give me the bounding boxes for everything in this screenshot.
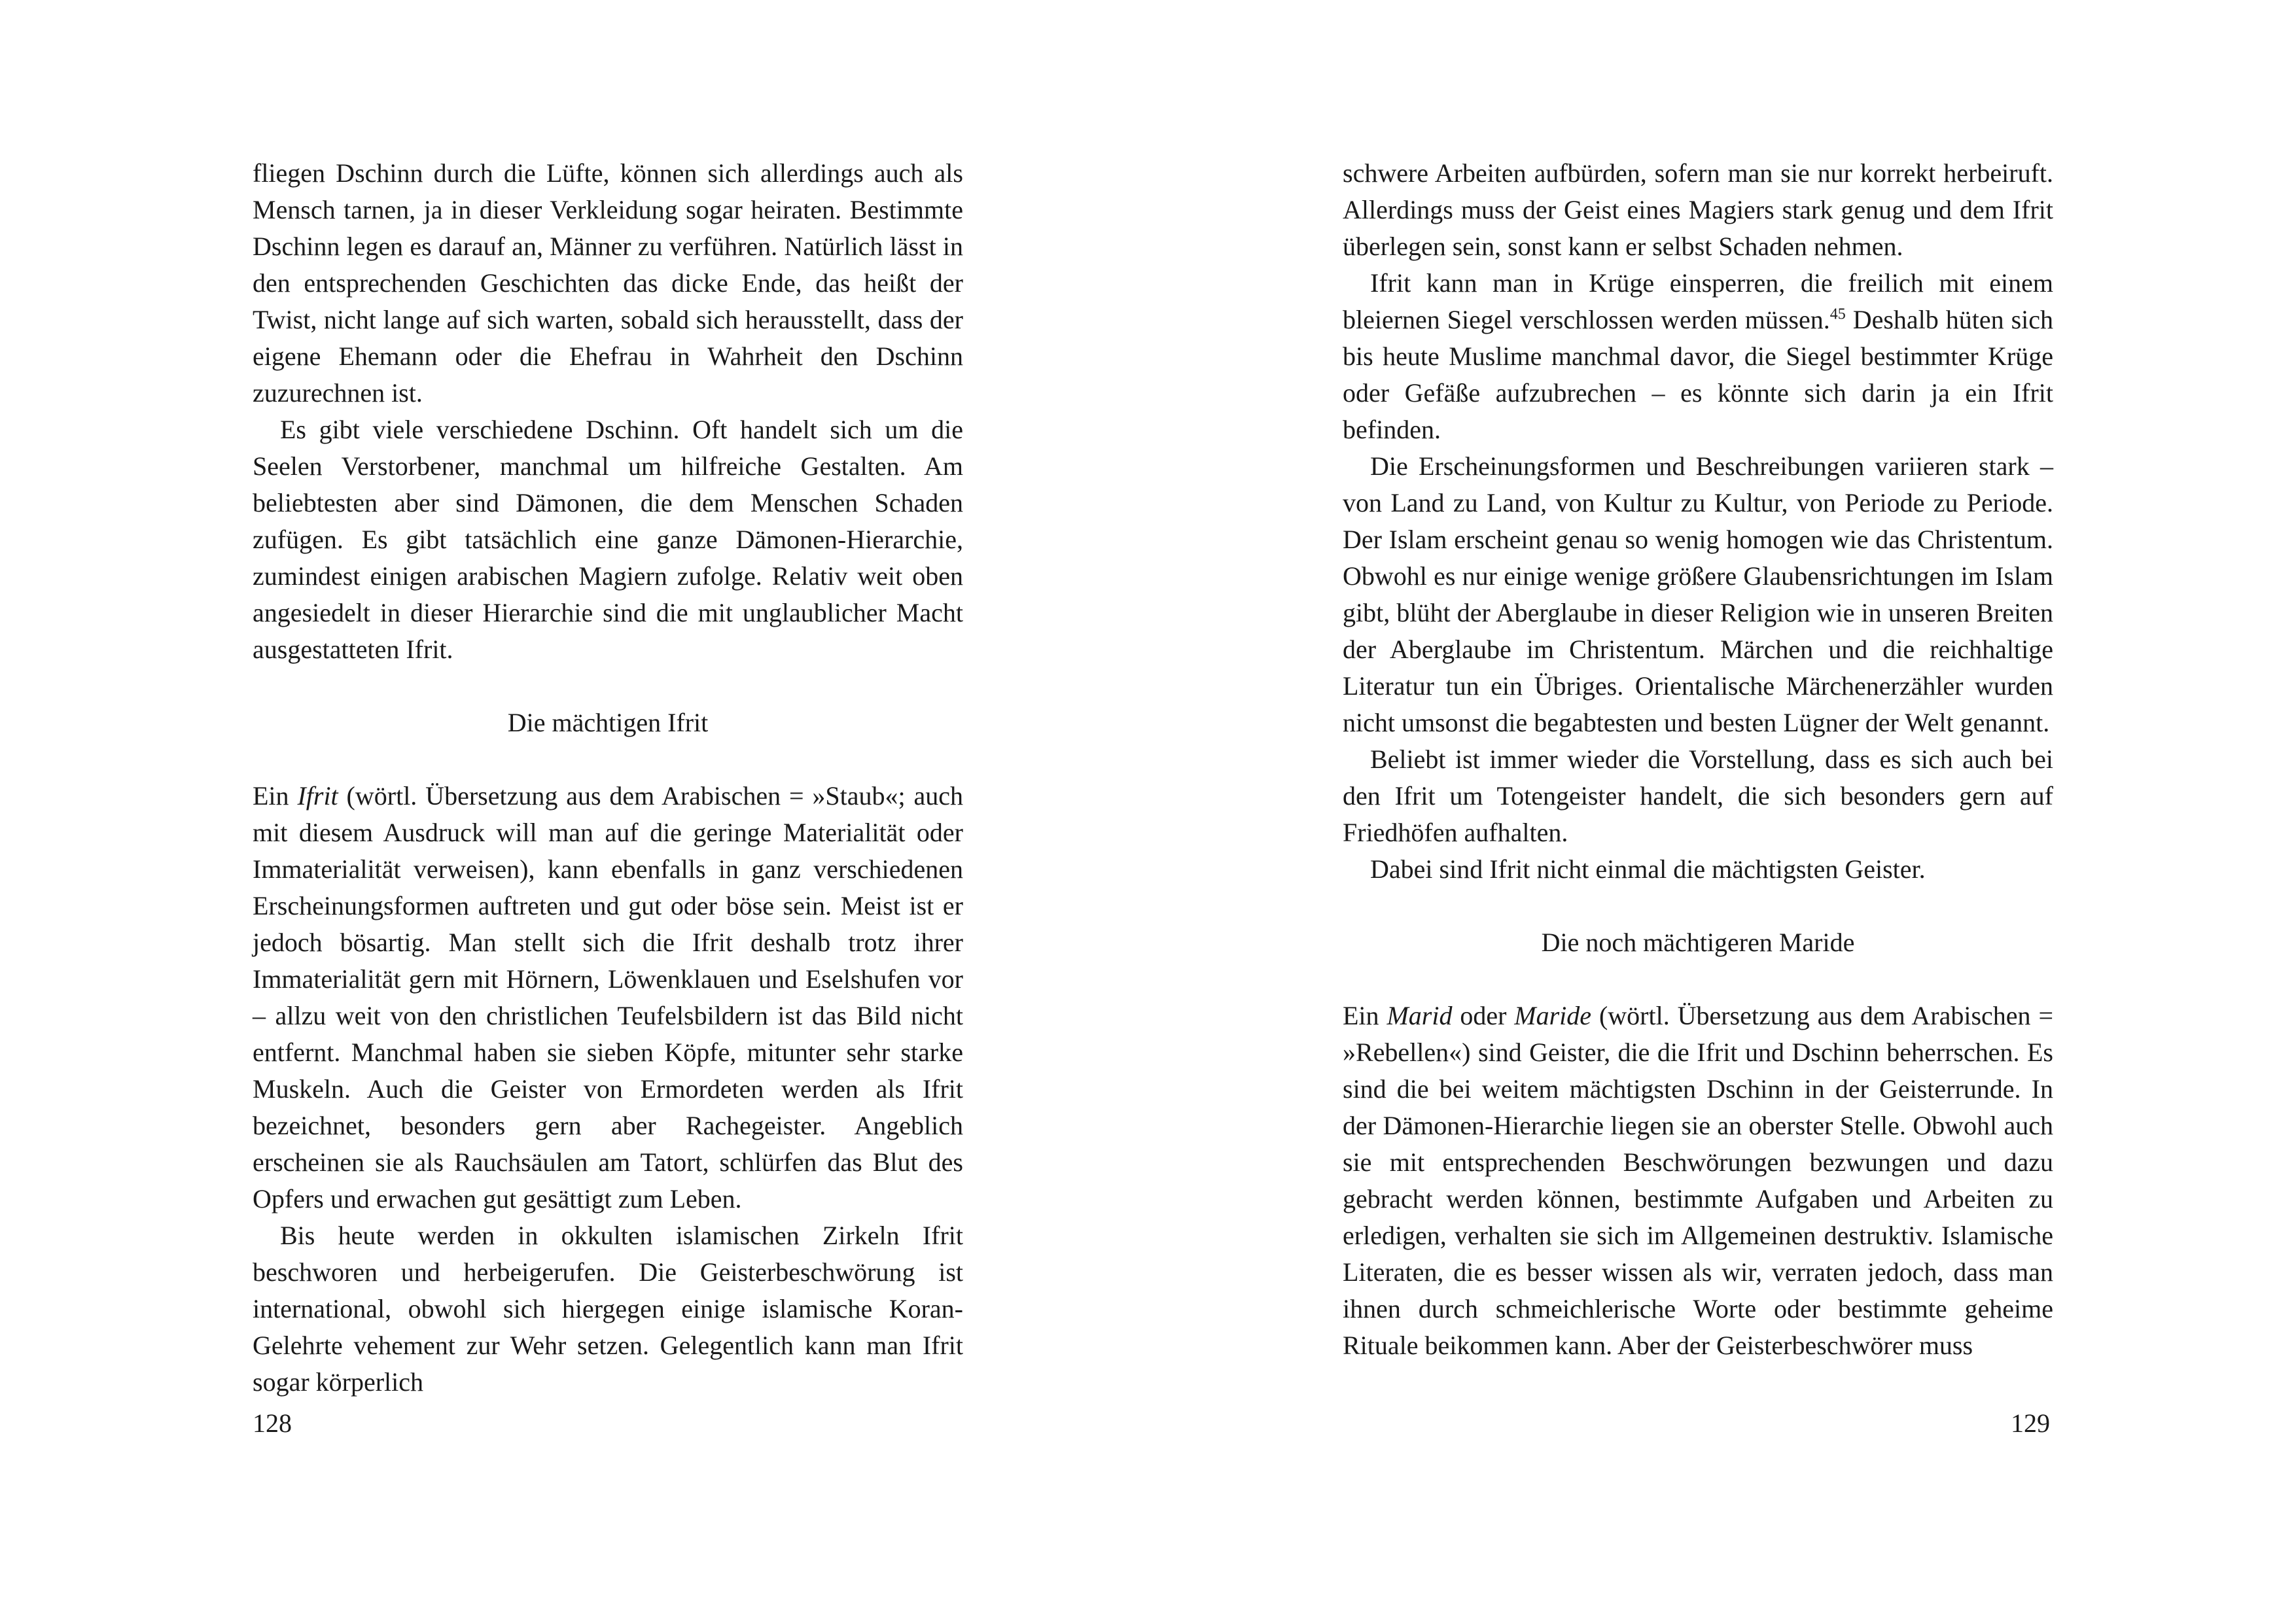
paragraph-marid-definition <box>1343 998 2053 1364</box>
text-run: (wörtl. Übersetzung aus dem Arabischen = »Rebellen«) sind Geister, die die Ifrit und Dschinn beherrschen. Es sind die bei weitem mächtigsten Dschinn in der Geisterrunde. In der Dämonen-Hierarchie liegen sie an oberster Stelle. Obwohl auch sie mit entsprechenden Beschwörungen bezwungen und dazu gebracht werden können, bestimmte Aufgaben und Arbeiten zu erledigen, verhalten sie sich im Allgemeinen destruktiv. Islamische Literaten, die es besser wissen als wir, verraten jedoch, dass man ihnen durch schmeichlerische Worte oder bestimmte geheime Rituale beikommen kann. Aber der Geisterbeschwörer muss <box>1343 1001 2053 1360</box>
paragraph: fliegen Dschinn durch die Lüfte, können sich allerdings auch als Mensch tarnen, ja in dieser Verkleidung sogar heiraten. Bestimmte Dschinn legen es darauf an, Männer zu verführen. Natürlich lässt in den entsprechenden Geschichten das dicke Ende, das heißt der Twist, nicht lange auf sich warten, sobald sich herausstellt, dass der eigene Ehemann oder die Ehefrau in Wahrheit den Dschinn zuzurechnen ist. <box>253 158 963 408</box>
text-run: Ein <box>253 781 298 811</box>
paragraph: schwere Arbeiten aufbürden, sofern man sie nur korrekt herbeiruft. Allerdings muss der Geist eines Magiers stark genug und dem Ifrit überlegen sein, sonst kann er selbst Schaden nehmen. <box>1343 158 2053 261</box>
right-page <box>1148 0 2296 1623</box>
left-page-body <box>253 155 963 1401</box>
paragraph-ifrit-definition <box>253 778 963 1217</box>
italic-term: Ifrit <box>297 781 338 811</box>
text-run: Deshalb hüten sich bis heute Muslime manchmal davor, die Siegel bestimmter Krüge oder Gefäße aufzubrechen – es könnte sich darin ja ein Ifrit befinden. <box>1343 305 2054 444</box>
section-heading-maride: Die noch mächtigeren Maride <box>1541 928 1855 957</box>
paragraph-jar <box>1343 265 2053 448</box>
section-heading-ifrit: Die mächtigen Ifrit <box>507 708 709 737</box>
paragraph: Bis heute werden in okkulten islamischen Zirkeln Ifrit beschworen und herbeigerufen. Die Geisterbeschwörung ist international, obwohl sich hiergegen einige islamische Koran-Gelehrte vehement zur Wehr setzen. Gelegentlich kann man Ifrit sogar körperlich <box>253 1221 963 1397</box>
text-run: Ifrit kann man in Krüge einsperren, die freilich mit einem bleiernen Siegel verschlossen werden müssen. <box>1343 268 2053 334</box>
paragraph: Es gibt viele verschiedene Dschinn. Oft handelt sich um die Seelen Verstorbener, manchmal um hilfreiche Gestalten. Am beliebtesten aber sind Dämonen, die dem Menschen Schaden zufügen. Es gibt tatsächlich eine ganze Dämonen-Hierarchie, zumindest einigen arabischen Magiern zufolge. Relativ weit oben angesiedelt in dieser Hierarchie sind die mit unglaublicher Macht ausgestatteten Ifrit. <box>253 415 963 664</box>
text-run: (wörtl. Übersetzung aus dem Arabischen = »Staub«; auch mit diesem Ausdruck will man auf die geringe Materialität oder Immaterialität verweisen), kann ebenfalls in ganz verschiedenen Erscheinungsformen auftreten und gut oder böse sein. Meist ist er jedoch bösartig. Man stellt sich die Ifrit deshalb trotz ihrer Immaterialität gern mit Hörnern, Löwenklauen und Eselshufen vor – allzu weit von den christlichen Teufelsbildern ist das Bild nicht entfernt. Manchmal haben sie sieben Köpfe, mitunter sehr starke Muskeln. Auch die Geister von Ermordeten werden als Ifrit bezeichnet, besonders gern aber Rachegeister. Angeblich erscheinen sie als Rauchsäulen am Tatort, schlürfen das Blut des Opfers und erwachen gut gesättigt zum Leben. <box>253 781 964 1213</box>
paragraph: Die Erscheinungsformen und Beschreibungen variieren stark – von Land zu Land, von Kultur zu Kultur, von Periode zu Periode. Der Islam erscheint genau so wenig homogen wie das Christentum. Obwohl es nur einige wenige größere Glaubensrichtungen im Islam gibt, blüht der Aberglaube in dieser Religion wie in unseren Breiten der Aberglaube im Christentum. Märchen und die reichhaltige Literatur tun ein Übriges. Orientalische Märchenerzähler wurden nicht umsonst die begabtesten und besten Lügner der Welt genannt. <box>1343 451 2053 737</box>
paragraph: Dabei sind Ifrit nicht einmal die mächtigsten Geister. <box>1370 854 1926 884</box>
italic-term: Maride <box>1514 1001 1592 1030</box>
text-run: Ein <box>1343 1001 1387 1030</box>
text-run: oder <box>1452 1001 1515 1030</box>
italic-term: Marid <box>1386 1001 1453 1030</box>
right-page-body <box>1343 155 2053 1364</box>
page-number: 128 <box>253 1408 292 1438</box>
footnote-marker[interactable]: 45 <box>1829 305 1846 323</box>
paragraph: Beliebt ist immer wieder die Vorstellung, dass es sich auch bei den Ifrit um Totengeister handelt, die sich besonders gern auf Friedhöfen aufhalten. <box>1343 744 2053 847</box>
page-number: 129 <box>2011 1408 2050 1438</box>
